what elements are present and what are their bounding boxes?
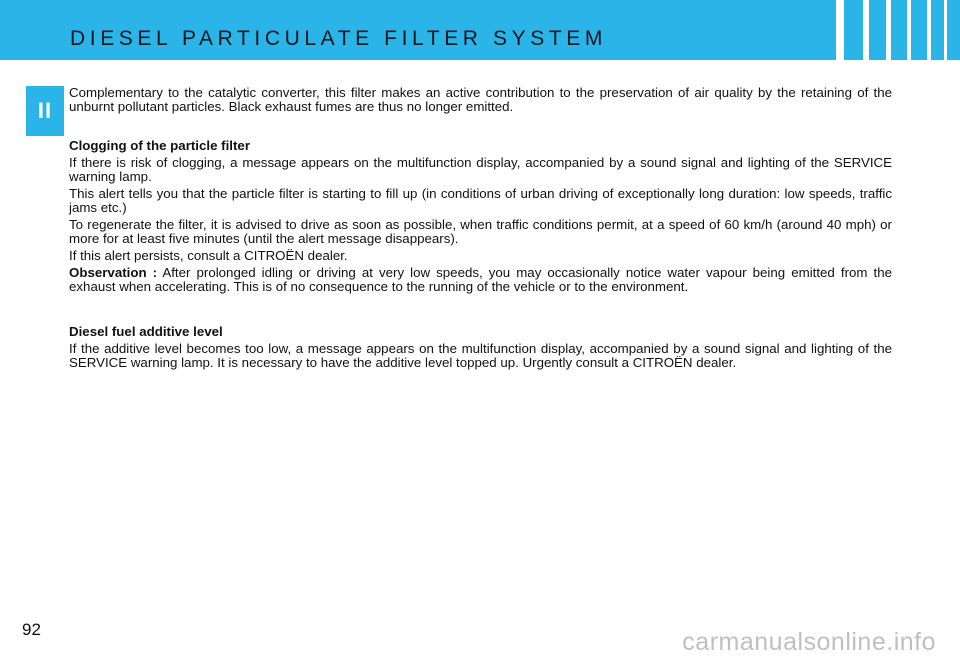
page-number: 92 [22, 620, 41, 639]
section-tab-label: II [37, 98, 53, 123]
observation-paragraph [69, 266, 892, 294]
watermark: carmanualsonline.info [682, 628, 936, 656]
page-title: DIESEL PARTICULATE FILTER SYSTEM [70, 27, 607, 50]
content-body [69, 86, 892, 373]
clogging-paragraph: To regenerate the filter, it is advised to drive as soon as possible, when traffic conditions permit, at a speed of 60 km/h (around 40 mph) or more for at least five minutes (until the alert message disappears). [69, 217, 892, 246]
clogging-paragraph: If this alert persists, consult a CITROËN dealer. [69, 248, 348, 263]
clogging-paragraph: This alert tells you that the particle filter is starting to fill up (in conditions of urban driving of exceptionally long duration: low speeds, traffic jams etc.) [69, 186, 892, 215]
header-stripe [907, 0, 911, 60]
header-stripe [886, 0, 891, 60]
intro-paragraph: Complementary to the catalytic converter, this filter makes an active contribution to the preservation of air quality by the retaining of the unburnt pollutant particles. Black exhaust fumes are thus no longer emitted. [69, 85, 892, 114]
header-stripe [927, 0, 931, 60]
clogging-paragraph: If there is risk of clogging, a message appears on the multifunction display, accompanied by a sound signal and lighting of the SERVICE warning lamp. [69, 155, 892, 184]
header-stripe [836, 0, 844, 60]
header-stripe [863, 0, 869, 60]
additive-paragraph: If the additive level becomes too low, a message appears on the multifunction display, accompanied by a sound signal and lighting of the SERVICE warning lamp. It is necessary to have the additive level topped up. Urgently consult a CITROËN dealer. [69, 341, 892, 370]
observation-text: After prolonged idling or driving at very low speeds, you may occasionally notice water vapour being emitted from the exhaust when accelerating. This is of no consequence to the running of the vehicle or to the environment. [69, 265, 892, 294]
header-stripe [944, 0, 947, 60]
observation-label: Observation : [69, 265, 158, 280]
clogging-heading: Clogging of the particle filter [69, 138, 250, 153]
additive-heading: Diesel fuel additive level [69, 324, 223, 339]
